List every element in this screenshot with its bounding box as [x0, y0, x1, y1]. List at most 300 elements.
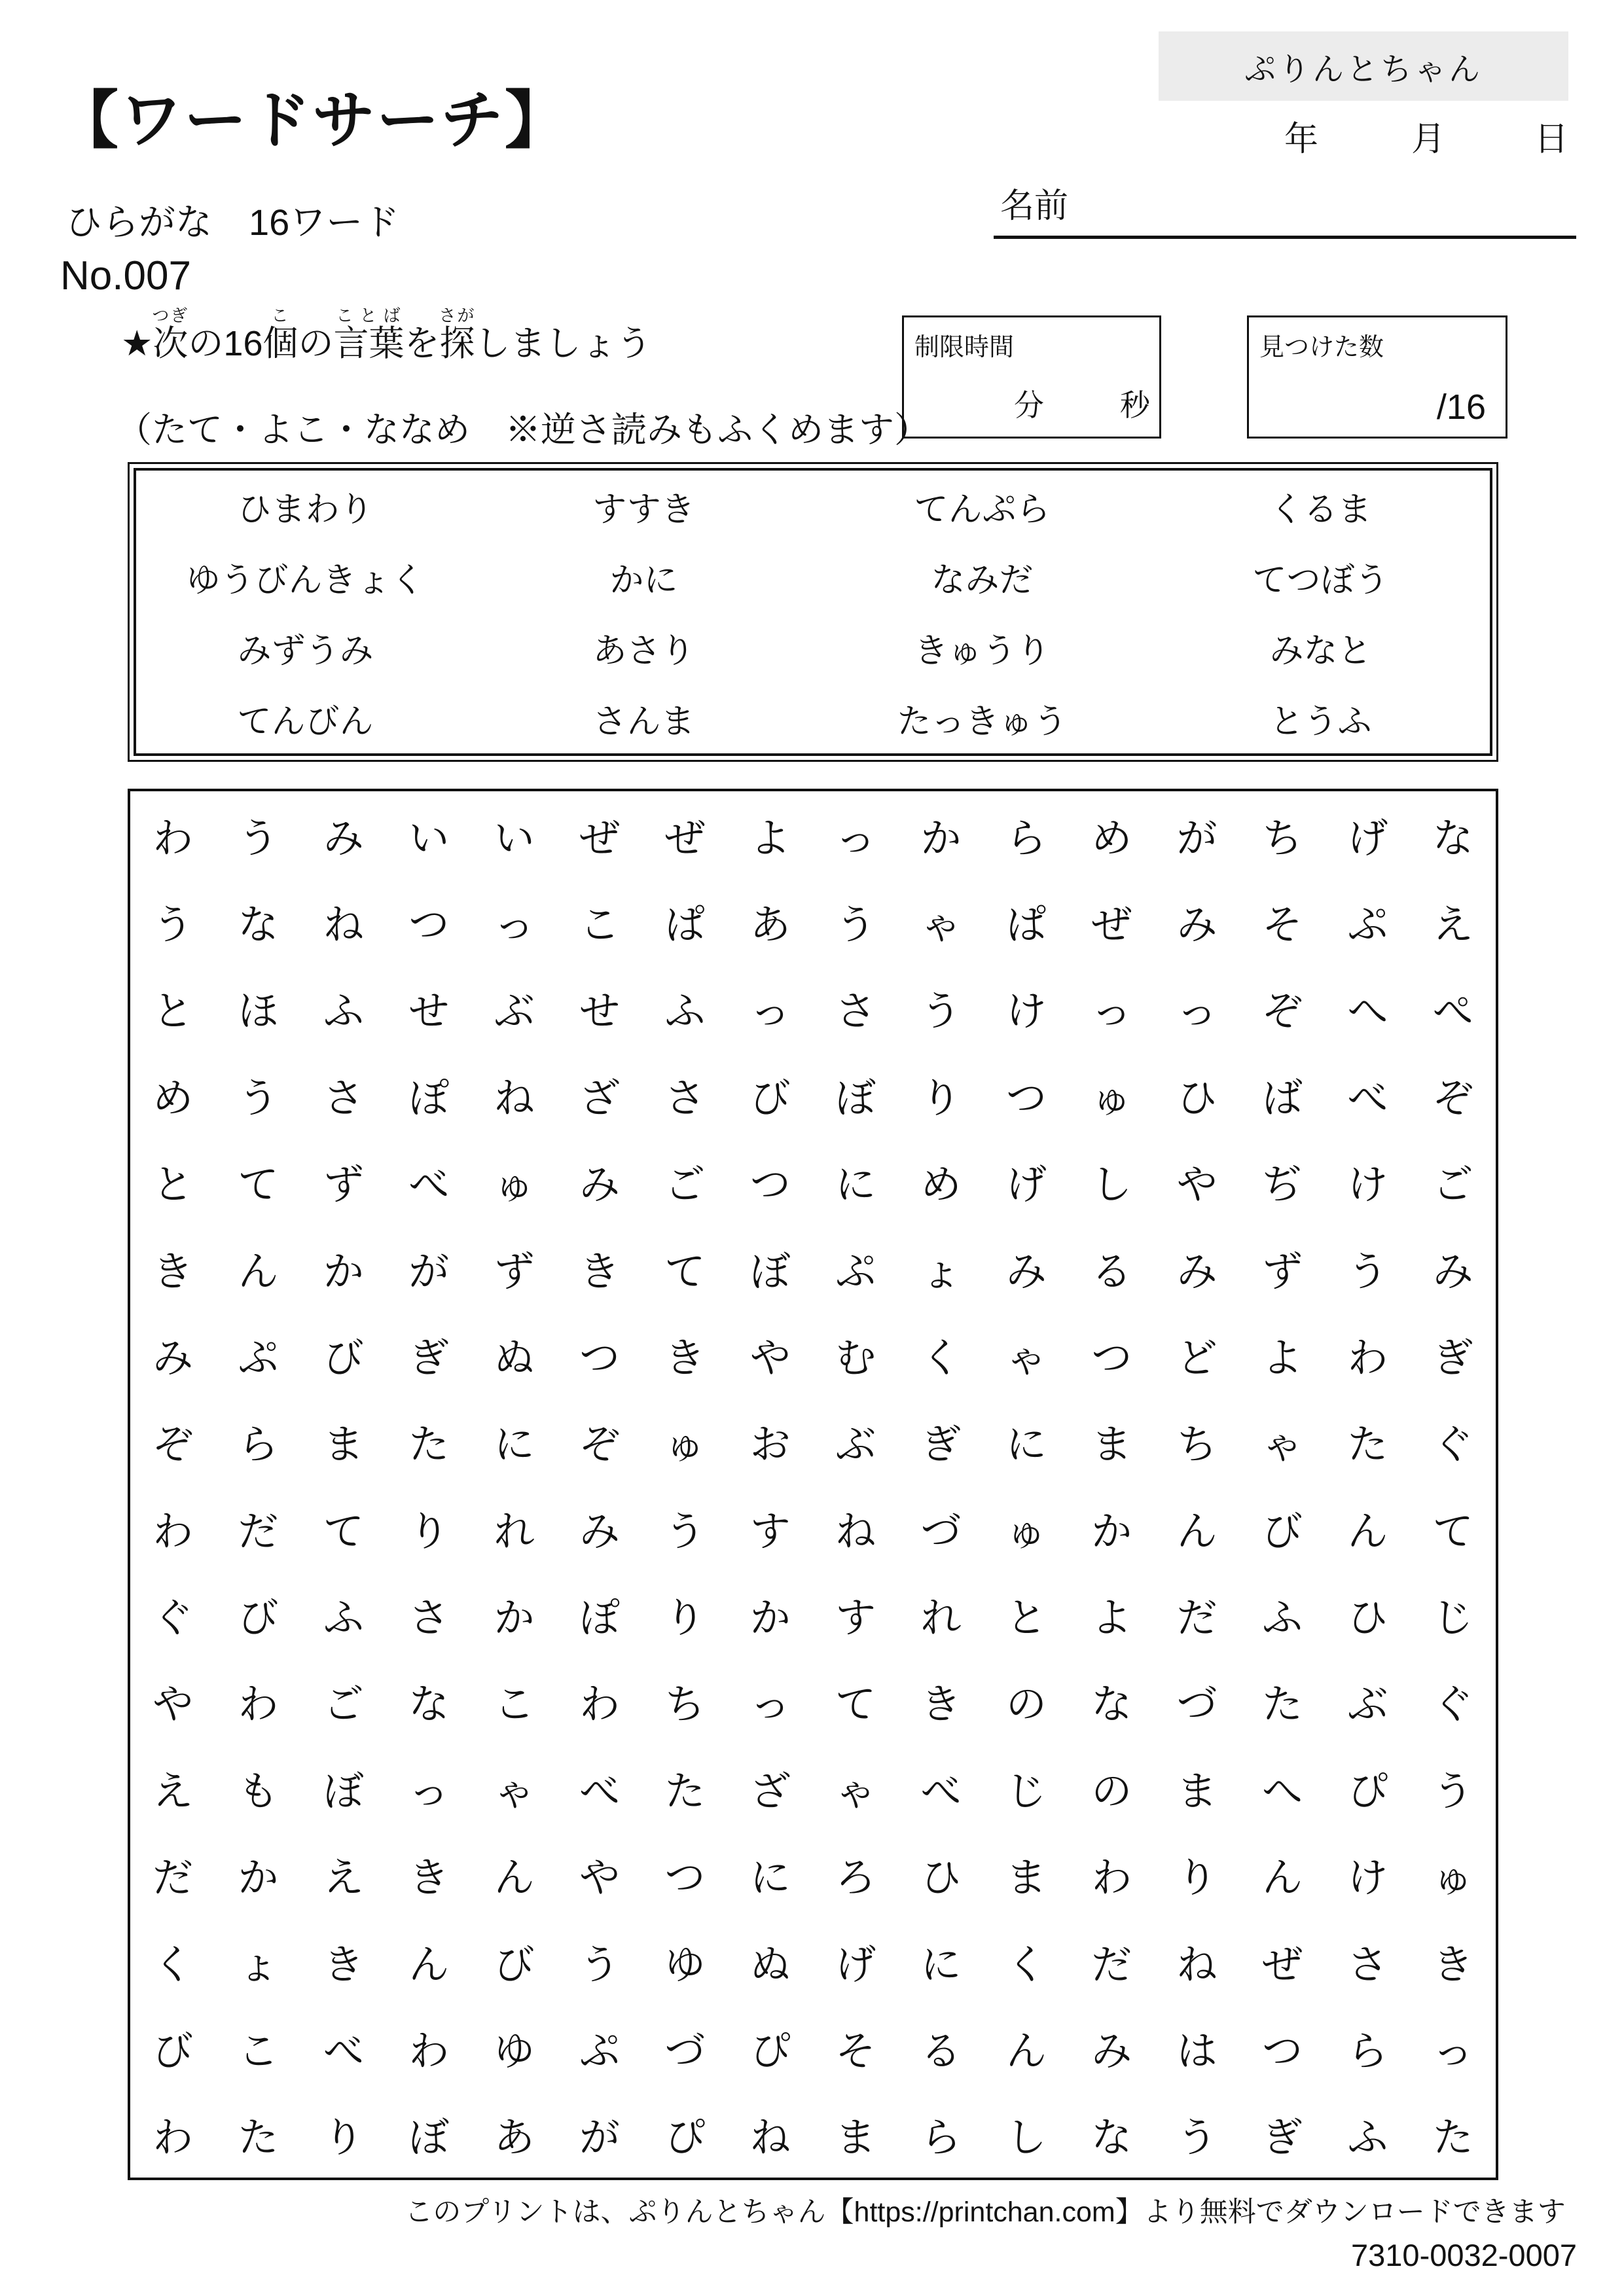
- grid-cell: ま: [835, 2115, 876, 2161]
- grid-cell: ほ: [238, 989, 279, 1035]
- grid-cell: ふ: [323, 1596, 364, 1641]
- grid-cell: ゅ: [664, 1422, 706, 1468]
- grid-cell: さ: [323, 1075, 364, 1121]
- grid-cell: み: [579, 1162, 621, 1208]
- grid-cell: さ: [835, 989, 876, 1035]
- grid-cell: ぷ: [579, 2028, 621, 2074]
- grid-cell: ぺ: [1432, 989, 1473, 1035]
- grid-cell: そ: [835, 2028, 876, 2074]
- grid-cell: ば: [1262, 1075, 1303, 1121]
- grid-cell: け: [1005, 989, 1047, 1035]
- grid-cell: し: [1005, 2115, 1047, 2161]
- grid-cell: ぷ: [835, 1249, 876, 1295]
- grid-cell: う: [238, 1075, 279, 1121]
- grid-cell: た: [1432, 2115, 1473, 2161]
- word-item: みずうみ: [237, 632, 374, 670]
- grid-cell: く: [153, 1942, 194, 1988]
- grid-cell: じ: [1432, 1596, 1473, 1641]
- grid-cell: ゃ: [1262, 1422, 1303, 1468]
- grid-cell: ぷ: [1347, 903, 1388, 948]
- word-item: あさり: [592, 632, 695, 670]
- grid-cell: ゅ: [1005, 1509, 1047, 1554]
- grid-cell: ど: [1176, 1335, 1218, 1381]
- grid-cell: ぎ: [920, 1422, 962, 1468]
- grid-cell: き: [920, 1682, 962, 1728]
- grid-cell: っ: [835, 816, 876, 861]
- grid-cell: わ: [1091, 1856, 1132, 1901]
- grid-cell: つ: [1091, 1335, 1132, 1381]
- grid-cell: み: [1432, 1249, 1473, 1295]
- grid-cell: う: [1176, 2115, 1218, 2161]
- grid-cell: ね: [323, 903, 364, 948]
- grid-cell: ろ: [835, 1856, 876, 1901]
- grid-cell: ぶ: [1347, 1682, 1388, 1728]
- time-limit-label: 制限時間: [914, 334, 1015, 361]
- grid-cell: ご: [664, 1162, 706, 1208]
- name-label: 名前: [1000, 187, 1069, 225]
- grid-cell: え: [153, 1768, 194, 1814]
- grid-cell: ふ: [323, 989, 364, 1035]
- grid-cell: に: [920, 1942, 962, 1988]
- grid-cell: っ: [749, 1682, 791, 1728]
- grid-cell: ふ: [664, 989, 706, 1035]
- grid-cell: わ: [153, 2115, 194, 2161]
- furigana-word: 探さが: [439, 306, 476, 363]
- grid-cell: て: [1432, 1509, 1473, 1554]
- grid-cell: だ: [153, 1856, 194, 1901]
- grid-cell: た: [238, 2115, 279, 2161]
- name-underline: [994, 236, 1576, 239]
- date-year-label: 年: [1284, 120, 1319, 158]
- page-title: 【ワードサーチ】: [56, 86, 569, 156]
- grid-cell: い: [408, 816, 450, 861]
- time-limit-box: [902, 315, 1161, 439]
- grid-cell: ぼ: [835, 1075, 876, 1121]
- grid-cell: ぼ: [749, 1249, 791, 1295]
- grid-cell: も: [238, 1768, 279, 1814]
- grid-cell: さ: [1347, 1942, 1388, 1988]
- grid-cell: っ: [408, 1768, 450, 1814]
- grid-cell: や: [579, 1856, 621, 1901]
- grid-cell: ま: [1005, 1856, 1047, 1901]
- found-count-label: 見つけた数: [1259, 334, 1384, 361]
- grid-cell: へ: [1347, 989, 1388, 1035]
- grid-cell: ん: [408, 1942, 450, 1988]
- grid-cell: ぬ: [749, 1942, 791, 1988]
- grid-cell: く: [920, 1335, 962, 1381]
- grid-cell: ぽ: [579, 1596, 621, 1641]
- grid-cell: ゃ: [1005, 1335, 1047, 1381]
- grid-cell: ね: [1176, 1942, 1218, 1988]
- footer-credit: このプリントは、ぷりんとちゃん【https://printchan.com】より無料でダウンロードできます: [405, 2197, 1566, 2228]
- brand-label: ぷりんとちゃん: [1244, 52, 1483, 87]
- grid-cell: い: [494, 816, 535, 861]
- grid-cell: よ: [1262, 1335, 1303, 1381]
- grid-cell: づ: [1176, 1682, 1218, 1728]
- grid-cell: り: [408, 1509, 450, 1554]
- grid-cell: ょ: [238, 1942, 279, 1988]
- grid-cell: る: [920, 2028, 962, 2074]
- grid-cell: び: [153, 2028, 194, 2074]
- grid-cell: た: [1347, 1422, 1388, 1468]
- grid-cell: つ: [408, 903, 450, 948]
- grid-cell: ち: [1176, 1422, 1218, 1468]
- found-total: /16: [1436, 387, 1486, 427]
- word-item: なみだ: [931, 561, 1034, 600]
- grid-cell: ら: [238, 1422, 279, 1468]
- grid-cell: れ: [494, 1509, 535, 1554]
- grid-cell: う: [835, 903, 876, 948]
- grid-cell: つ: [664, 1856, 706, 1901]
- grid-cell: か: [920, 816, 962, 861]
- found-count-box: [1247, 315, 1507, 439]
- grid-cell: ね: [749, 2115, 791, 2161]
- date-month-label: 月: [1411, 120, 1446, 158]
- grid-cell: に: [749, 1856, 791, 1901]
- grid-cell: ら: [920, 2115, 962, 2161]
- grid-cell: よ: [749, 816, 791, 861]
- grid-cell: う: [153, 903, 194, 948]
- grid-cell: つ: [1262, 2028, 1303, 2074]
- grid-cell: ぐ: [1432, 1422, 1473, 1468]
- grid-cell: り: [920, 1075, 962, 1121]
- grid-cell: ぞ: [1432, 1075, 1473, 1121]
- grid-cell: み: [1005, 1249, 1047, 1295]
- page-subtitle: ひらがな 16ワード: [65, 202, 400, 243]
- grid-cell: ん: [238, 1249, 279, 1295]
- brand-box: [1159, 31, 1568, 101]
- word-item: みなと: [1269, 632, 1372, 670]
- grid-cell: が: [408, 1249, 450, 1295]
- grid-cell: ぶ: [494, 989, 535, 1035]
- grid-cell: ぜ: [579, 816, 621, 861]
- grid-cell: あ: [749, 903, 791, 948]
- grid-cell: げ: [1005, 1162, 1047, 1208]
- grid-cell: に: [494, 1422, 535, 1468]
- grid-cell: ね: [835, 1509, 876, 1554]
- grid-cell: き: [153, 1249, 194, 1295]
- grid-cell: こ: [238, 2028, 279, 2074]
- grid-cell: ら: [1347, 2028, 1388, 2074]
- grid-cell: や: [1176, 1162, 1218, 1208]
- grid-cell: え: [1432, 903, 1473, 948]
- grid-cell: け: [1347, 1162, 1388, 1208]
- grid-cell: つ: [1005, 1075, 1047, 1121]
- word-item: てんびん: [237, 702, 374, 741]
- grid-cell: っ: [1176, 989, 1218, 1035]
- grid-cell: に: [1005, 1422, 1047, 1468]
- grid-cell: れ: [920, 1596, 962, 1641]
- grid-cell: わ: [408, 2028, 450, 2074]
- grid-cell: ぐ: [1432, 1682, 1473, 1728]
- grid-cell: ゃ: [835, 1768, 876, 1814]
- grid-cell: げ: [835, 1942, 876, 1988]
- grid-cell: だ: [1176, 1596, 1218, 1641]
- grid-cell: か: [1091, 1509, 1132, 1554]
- grid-cell: て: [323, 1509, 364, 1554]
- grid-cell: す: [835, 1596, 876, 1641]
- grid-cell: ぷ: [238, 1335, 279, 1381]
- word-item: とうふ: [1269, 702, 1372, 741]
- grid-cell: ぱ: [664, 903, 706, 948]
- grid-cell: わ: [238, 1682, 279, 1728]
- grid-cell: う: [1347, 1249, 1388, 1295]
- grid-cell: ぬ: [494, 1335, 535, 1381]
- grid-cell: の: [1091, 1768, 1132, 1814]
- grid-cell: さ: [408, 1596, 450, 1641]
- grid-cell: な: [1091, 1682, 1132, 1728]
- grid-cell: ざ: [749, 1768, 791, 1814]
- grid-cell: ふ: [1262, 1596, 1303, 1641]
- grid-cell: き: [323, 1942, 364, 1988]
- grid-cell: ぞ: [579, 1422, 621, 1468]
- grid-cell: な: [1091, 2115, 1132, 2161]
- grid-cell: き: [1432, 1942, 1473, 1988]
- grid-cell: る: [1091, 1249, 1132, 1295]
- grid-cell: う: [238, 816, 279, 861]
- grid-cell: う: [579, 1942, 621, 1988]
- grid-cell: や: [153, 1682, 194, 1728]
- word-item: すすき: [592, 490, 695, 529]
- grid-cell: ま: [1176, 1768, 1218, 1814]
- grid-cell: ん: [1176, 1509, 1218, 1554]
- grid-cell: ぜ: [1091, 903, 1132, 948]
- grid-cell: や: [749, 1335, 791, 1381]
- grid-cell: べ: [1347, 1075, 1388, 1121]
- grid-cell: ゃ: [494, 1768, 535, 1814]
- date-day-label: 日: [1534, 120, 1569, 158]
- grid-cell: ず: [494, 1249, 535, 1295]
- grid-cell: つ: [579, 1335, 621, 1381]
- word-item: たっきゅう: [897, 702, 1068, 741]
- grid-cell: ご: [323, 1682, 364, 1728]
- puzzle-grid: [128, 789, 1498, 2180]
- grid-cell: だ: [238, 1509, 279, 1554]
- grid-cell: み: [579, 1509, 621, 1554]
- grid-cell: ん: [494, 1856, 535, 1901]
- grid-cell: っ: [1432, 2028, 1473, 2074]
- grid-cell: が: [579, 2115, 621, 2161]
- grid-cell: ぐ: [153, 1596, 194, 1641]
- word-list: [134, 468, 1492, 756]
- grid-cell: ぼ: [323, 1768, 364, 1814]
- grid-cell: だ: [1091, 1942, 1132, 1988]
- grid-cell: わ: [153, 1509, 194, 1554]
- grid-cell: ゆ: [494, 2028, 535, 2074]
- grid-cell: ぴ: [664, 2115, 706, 2161]
- grid-cell: せ: [408, 989, 450, 1035]
- grid-cell: ぽ: [408, 1075, 450, 1121]
- grid-cell: た: [664, 1768, 706, 1814]
- grid-cell: ゅ: [494, 1162, 535, 1208]
- grid-cell: み: [1176, 1249, 1218, 1295]
- grid-cell: な: [238, 903, 279, 948]
- grid-cell: こ: [579, 903, 621, 948]
- grid-cell: づ: [920, 1509, 962, 1554]
- grid-cell: か: [238, 1856, 279, 1901]
- grid-cell: ま: [1091, 1422, 1132, 1468]
- word-item: ゆうびんきょく: [186, 561, 425, 600]
- grid-cell: の: [1005, 1682, 1047, 1728]
- grid-cell: べ: [323, 2028, 364, 2074]
- grid-cell: ざ: [579, 1075, 621, 1121]
- grid-cell: そ: [1262, 903, 1303, 948]
- grid-cell: こ: [494, 1682, 535, 1728]
- grid-cell: め: [1091, 816, 1132, 861]
- grid-cell: さ: [664, 1075, 706, 1121]
- grid-cell: ゃ: [920, 903, 962, 948]
- grid-cell: ぼ: [408, 2115, 450, 2161]
- grid-cell: わ: [579, 1682, 621, 1728]
- grid-cell: ぞ: [153, 1422, 194, 1468]
- seconds-label: 秒: [1120, 388, 1150, 422]
- furigana-word: 言葉ことば: [333, 306, 405, 363]
- grid-cell: め: [920, 1162, 962, 1208]
- grid-cell: ち: [1262, 816, 1303, 861]
- grid-cell: な: [408, 1682, 450, 1728]
- grid-cell: て: [238, 1162, 279, 1208]
- grid-cell: ぜ: [1262, 1942, 1303, 1988]
- grid-cell: ぱ: [1005, 903, 1047, 948]
- grid-cell: ぎ: [1432, 1335, 1473, 1381]
- grid-cell: ぴ: [749, 2028, 791, 2074]
- grid-cell: べ: [579, 1768, 621, 1814]
- grid-cell: え: [323, 1856, 364, 1901]
- grid-cell: せ: [579, 989, 621, 1035]
- grid-cell: か: [494, 1596, 535, 1641]
- grid-cell: に: [835, 1162, 876, 1208]
- grid-cell: ひ: [920, 1856, 962, 1901]
- grid-cell: ん: [1005, 2028, 1047, 2074]
- minutes-label: 分: [1014, 388, 1044, 422]
- grid-cell: ひ: [1347, 1596, 1388, 1641]
- grid-cell: わ: [1347, 1335, 1388, 1381]
- grid-cell: よ: [1091, 1596, 1132, 1641]
- word-item: てつぼう: [1252, 561, 1389, 600]
- grid-cell: り: [1176, 1856, 1218, 1901]
- grid-cell: じ: [1005, 1768, 1047, 1814]
- instruction-line1: ★次つぎの16個この言葉ことばを探さがしましょう: [121, 306, 652, 363]
- grid-cell: っ: [494, 903, 535, 948]
- word-item: くるま: [1269, 490, 1372, 529]
- grid-cell: な: [1432, 816, 1473, 861]
- grid-cell: へ: [1262, 1768, 1303, 1814]
- grid-cell: べ: [920, 1768, 962, 1814]
- grid-cell: と: [153, 989, 194, 1035]
- grid-cell: つ: [749, 1162, 791, 1208]
- grid-cell: て: [664, 1249, 706, 1295]
- grid-cell: め: [153, 1075, 194, 1121]
- word-item: さんま: [592, 702, 695, 741]
- grid-cell: く: [1005, 1942, 1047, 1988]
- grid-cell: ぢ: [1262, 1162, 1303, 1208]
- grid-cell: み: [153, 1335, 194, 1381]
- grid-cell: び: [749, 1075, 791, 1121]
- grid-cell: み: [1176, 903, 1218, 948]
- grid-cell: び: [494, 1942, 535, 1988]
- grid-cell: ら: [1005, 816, 1047, 861]
- grid-cell: み: [1091, 2028, 1132, 2074]
- grid-cell: う: [664, 1509, 706, 1554]
- grid-cell: と: [1005, 1596, 1047, 1641]
- grid-cell: ず: [323, 1162, 364, 1208]
- grid-cell: か: [749, 1596, 791, 1641]
- grid-cell: わ: [153, 816, 194, 861]
- grid-cell: ゅ: [1091, 1075, 1132, 1121]
- grid-cell: け: [1347, 1856, 1388, 1901]
- grid-cell: ふ: [1347, 2115, 1388, 2161]
- grid-cell: ぎ: [408, 1335, 450, 1381]
- word-item: ひまわり: [237, 490, 374, 529]
- grid-cell: う: [1432, 1768, 1473, 1814]
- grid-cell: し: [1091, 1162, 1132, 1208]
- word-item: きゅうり: [914, 632, 1051, 670]
- grid-cell: ん: [1347, 1509, 1388, 1554]
- grid-cell: ぴ: [1347, 1768, 1388, 1814]
- grid-cell: ま: [323, 1422, 364, 1468]
- grid-cell: か: [323, 1249, 364, 1295]
- grid-cell: ち: [664, 1682, 706, 1728]
- grid-cell: き: [579, 1249, 621, 1295]
- grid-cell: す: [749, 1509, 791, 1554]
- grid-cell: づ: [664, 2028, 706, 2074]
- grid-cell: ず: [1262, 1249, 1303, 1295]
- instruction-line2: （たて・よこ・ななめ ※逆さ読みもふくめます）: [117, 410, 929, 450]
- furigana-word: 個こ: [262, 306, 298, 363]
- grid-cell: ひ: [1176, 1075, 1218, 1121]
- grid-cell: り: [664, 1596, 706, 1641]
- grid-cell: あ: [494, 2115, 535, 2161]
- grid-cell: ぜ: [664, 816, 706, 861]
- grid-cell: お: [749, 1422, 791, 1468]
- puzzle-number: No.007: [60, 253, 191, 298]
- grid-cell: た: [408, 1422, 450, 1468]
- grid-cell: ご: [1432, 1162, 1473, 1208]
- footer-code: 7310-0032-0007: [1351, 2238, 1577, 2272]
- grid-cell: と: [153, 1162, 194, 1208]
- grid-cell: ん: [1262, 1856, 1303, 1901]
- grid-cell: き: [664, 1335, 706, 1381]
- grid-cell: び: [323, 1335, 364, 1381]
- grid-cell: ぎ: [1262, 2115, 1303, 2161]
- grid-cell: み: [323, 816, 364, 861]
- grid-cell: は: [1176, 2028, 1218, 2074]
- word-item: かに: [609, 561, 678, 600]
- grid-cell: ぞ: [1262, 989, 1303, 1035]
- grid-cell: っ: [749, 989, 791, 1035]
- grid-cell: ゅ: [1432, 1856, 1473, 1901]
- grid-cell: び: [238, 1596, 279, 1641]
- grid-cell: む: [835, 1335, 876, 1381]
- grid-cell: ね: [494, 1075, 535, 1121]
- grid-cell: き: [408, 1856, 450, 1901]
- grid-cell: た: [1262, 1682, 1303, 1728]
- grid-cell: ょ: [920, 1249, 962, 1295]
- furigana-word: 次つぎ: [152, 306, 189, 363]
- grid-cell: ゆ: [664, 1942, 706, 1988]
- grid-cell: り: [323, 2115, 364, 2161]
- grid-cell: う: [920, 989, 962, 1035]
- grid-cell: ぶ: [835, 1422, 876, 1468]
- grid-cell: が: [1176, 816, 1218, 861]
- grid-cell: び: [1262, 1509, 1303, 1554]
- word-list-box: [128, 462, 1498, 762]
- grid-cell: べ: [408, 1162, 450, 1208]
- grid-cell: っ: [1091, 989, 1132, 1035]
- grid-cell: て: [835, 1682, 876, 1728]
- word-item: てんぷら: [914, 490, 1051, 529]
- grid-cell: げ: [1347, 816, 1388, 861]
